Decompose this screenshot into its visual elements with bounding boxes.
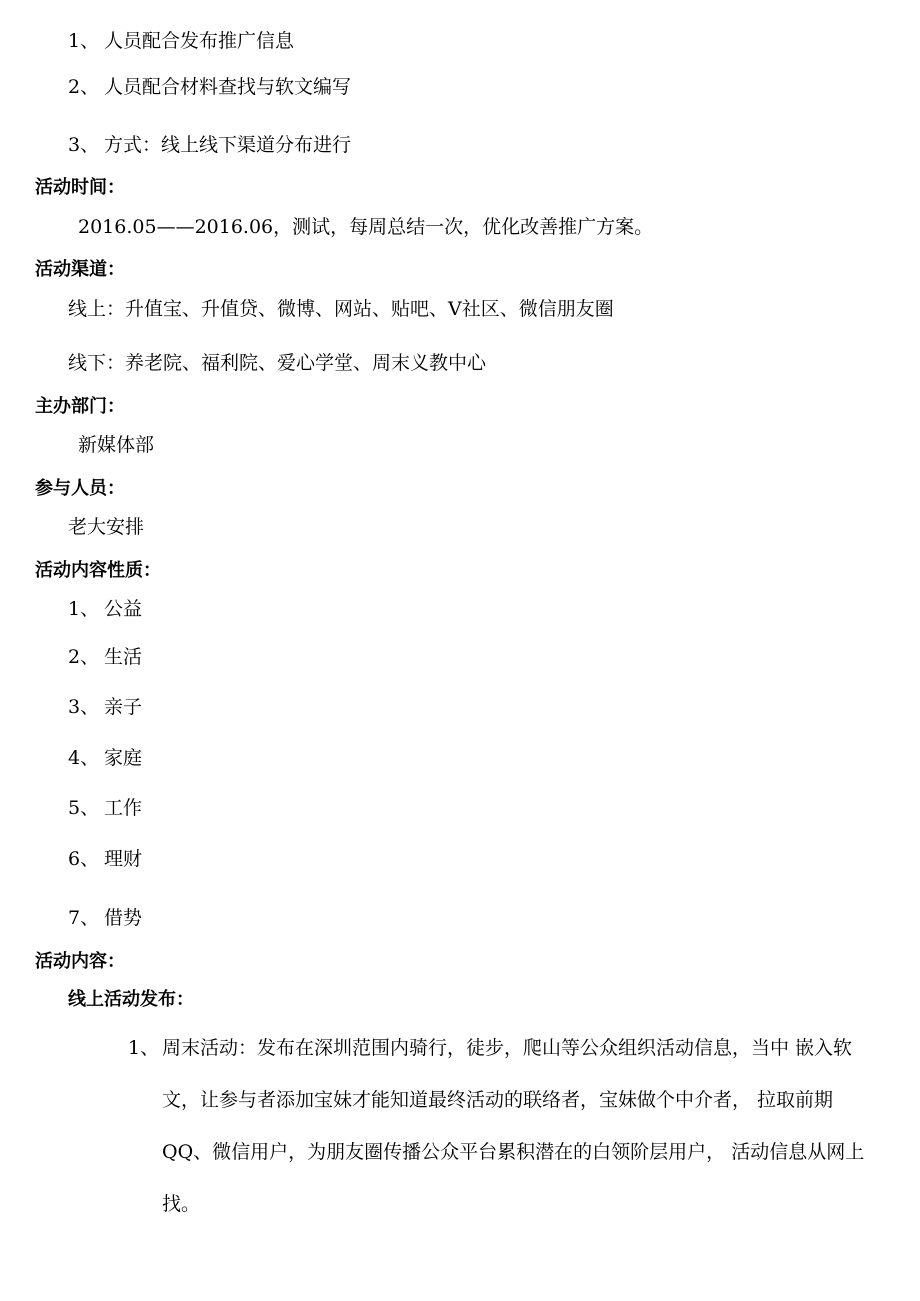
list-number: 4、 bbox=[68, 747, 100, 769]
list-text: 借势 bbox=[104, 907, 143, 929]
list-number: 3、 bbox=[68, 696, 100, 718]
list-number: 6、 bbox=[68, 848, 100, 870]
list-text: 工作 bbox=[104, 797, 143, 819]
list-number: 2、 bbox=[68, 646, 100, 668]
channels-online: 线上：升值宝、升值贷、微博、网站、贴吧、V社区、微信朋友圈 bbox=[68, 298, 614, 320]
time-text: 2016.05——2016.06，测试，每周总结一次，优化改善推广方案。 bbox=[78, 216, 654, 238]
list-text: 公益 bbox=[104, 598, 143, 620]
list-number: 7、 bbox=[68, 907, 100, 929]
list-item bbox=[68, 29, 294, 53]
subheading-online-publish: 线上活动发布： bbox=[68, 989, 194, 1010]
section-heading-content: 活动内容： bbox=[35, 951, 125, 972]
content-paragraph: 周末活动：发布在深圳范围内骑行，徒步，爬山等公众组织活动信息，当中 嵌入软文，让参与者添加宝妹才能知道最终活动的联络者，宝妹做个中介者， 拉取前期QQ、微信用户，为朋友圈传播公众平台累积潜在的白领阶层用户， 活动信息从网上找。 bbox=[162, 1037, 865, 1215]
list-item bbox=[68, 695, 142, 719]
list-text: 理财 bbox=[104, 848, 143, 870]
list-item bbox=[68, 906, 142, 930]
list-item bbox=[68, 847, 142, 871]
section-heading-participants: 参与人员： bbox=[35, 478, 125, 499]
list-number: 1、 bbox=[68, 598, 100, 620]
section-heading-organizer: 主办部门： bbox=[35, 396, 125, 417]
section-heading-nature: 活动内容性质： bbox=[35, 560, 161, 581]
list-text: 方式：线上线下渠道分布进行 bbox=[104, 134, 352, 156]
list-text: 生活 bbox=[104, 646, 143, 668]
list-item bbox=[68, 796, 142, 820]
list-item bbox=[68, 746, 142, 770]
participants-text: 老大安排 bbox=[68, 516, 145, 538]
list-number: 1、 bbox=[68, 30, 100, 52]
list-number: 5、 bbox=[68, 797, 100, 819]
section-heading-time: 活动时间： bbox=[35, 177, 125, 198]
list-text: 人员配合发布推广信息 bbox=[104, 30, 295, 52]
list-item bbox=[68, 133, 351, 157]
list-item bbox=[68, 597, 142, 621]
list-number: 1、 bbox=[128, 1037, 160, 1059]
channels-offline: 线下：养老院、福利院、爱心学堂、周末义教中心 bbox=[68, 352, 487, 374]
list-text: 家庭 bbox=[104, 747, 143, 769]
list-number: 3、 bbox=[68, 134, 100, 156]
section-heading-channels: 活动渠道： bbox=[35, 259, 125, 280]
list-item bbox=[68, 645, 142, 669]
list-text: 亲子 bbox=[104, 696, 143, 718]
list-number: 2、 bbox=[68, 76, 100, 98]
list-item bbox=[68, 75, 351, 99]
list-text: 人员配合材料查找与软文编写 bbox=[104, 76, 352, 98]
organizer-text: 新媒体部 bbox=[78, 434, 155, 456]
